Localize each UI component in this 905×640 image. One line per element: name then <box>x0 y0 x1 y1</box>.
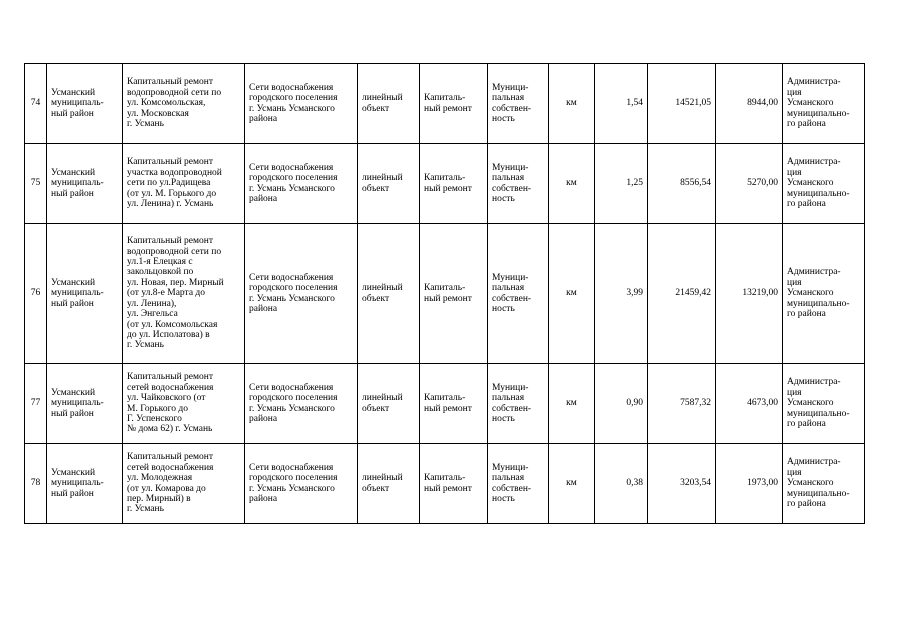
description-cell <box>123 224 245 364</box>
work-line: ный ремонт <box>424 293 472 304</box>
description-line: ул. Ленина), <box>127 298 177 309</box>
district-line: Усманский <box>51 87 96 98</box>
network-line: Сети водоснабжения <box>249 382 334 393</box>
unit-cell <box>549 64 595 144</box>
description-line: ул. Энгельса <box>127 309 178 320</box>
num-text: 75 <box>30 178 41 189</box>
ownership-cell <box>488 444 549 524</box>
length-cell <box>595 364 648 444</box>
responsible-line: ция <box>787 167 802 178</box>
description-cell <box>123 144 245 224</box>
num-text: 74 <box>30 98 41 109</box>
description-line: ул. Московская <box>127 108 189 119</box>
table-row <box>25 224 865 364</box>
partial-cost-cell <box>716 224 783 364</box>
work-type-cell <box>420 144 488 224</box>
district-line: ный район <box>51 108 94 119</box>
work-line: Капиталь- <box>424 393 466 404</box>
projects-table <box>24 63 865 524</box>
responsible-line: го района <box>787 419 826 430</box>
partial-cost-cell <box>716 444 783 524</box>
responsible-line: Администра- <box>787 267 841 278</box>
description-line: (от ул. М. Горького до <box>127 188 217 199</box>
length-cell <box>595 224 648 364</box>
network-line: г. Усмань Усманского <box>249 403 335 414</box>
ownership-line: пальная <box>492 283 525 294</box>
ownership-cell <box>488 224 549 364</box>
type-line: объект <box>362 103 390 114</box>
length-text: 1,54 <box>626 98 643 109</box>
responsible-line: Усманского <box>787 98 834 109</box>
responsible-line: муниципально- <box>787 188 850 199</box>
district-line: ный район <box>51 298 94 309</box>
district-line: ный район <box>51 488 94 499</box>
description-line: ул. Чайковского (от <box>127 393 206 404</box>
table-row <box>25 364 865 444</box>
unit-cell <box>549 224 595 364</box>
table-row <box>25 64 865 144</box>
unit-text: км <box>566 288 577 299</box>
district-line: Усманский <box>51 277 96 288</box>
unit-cell <box>549 444 595 524</box>
description-line: Капитальный ремонт <box>127 236 214 247</box>
row-number <box>25 444 47 524</box>
description-cell <box>123 64 245 144</box>
description-line: Капитальный ремонт <box>127 157 214 168</box>
length-text: 3,99 <box>626 288 643 299</box>
district-line: Усманский <box>51 467 96 478</box>
responsible-line: Усманского <box>787 288 834 299</box>
table-row <box>25 444 865 524</box>
work-line: ный ремонт <box>424 483 472 494</box>
district-line: Усманский <box>51 167 96 178</box>
district-line: муниципаль- <box>51 178 104 189</box>
network-line: Сети водоснабжения <box>249 462 334 473</box>
description-line: сетей водоснабжения <box>127 382 214 393</box>
object-type-cell <box>358 444 420 524</box>
length-text: 1,25 <box>626 178 643 189</box>
cost-part-text: 5270,00 <box>747 178 778 189</box>
table-body <box>25 64 865 524</box>
ownership-line: собствен- <box>492 183 532 194</box>
description-line: Капитальный ремонт <box>127 77 214 88</box>
description-line: (от ул. Комарова до <box>127 483 206 494</box>
description-line: ул. Ленина) г. Усмань <box>127 199 214 210</box>
ownership-line: ность <box>492 303 515 314</box>
description-line: сети по ул.Радищева <box>127 178 211 189</box>
work-line: ный ремонт <box>424 103 472 114</box>
district-cell <box>47 364 123 444</box>
cost-total-text: 7587,32 <box>680 398 711 409</box>
num-text: 78 <box>30 478 41 489</box>
responsible-line: муниципально- <box>787 488 850 499</box>
network-line: района <box>249 193 278 204</box>
network-line: городского поселения <box>249 283 338 294</box>
responsible-line: го района <box>787 499 826 510</box>
row-number <box>25 144 47 224</box>
object-type-cell <box>358 364 420 444</box>
cost-total-text: 8556,54 <box>680 178 711 189</box>
district-line: муниципаль- <box>51 398 104 409</box>
network-cell <box>245 364 358 444</box>
work-type-cell <box>420 224 488 364</box>
responsible-line: Администра- <box>787 457 841 468</box>
cost-total-text: 21459,42 <box>675 288 711 299</box>
description-line: сетей водоснабжения <box>127 462 214 473</box>
responsible-line: муниципально- <box>787 108 850 119</box>
district-cell <box>47 444 123 524</box>
district-cell <box>47 224 123 364</box>
description-line: ул. Комсомольская, <box>127 98 206 109</box>
cost-part-text: 13219,00 <box>742 288 778 299</box>
type-line: линейный <box>362 393 403 404</box>
responsible-line: Администра- <box>787 157 841 168</box>
description-line: участка водопроводной <box>127 167 222 178</box>
ownership-line: ность <box>492 413 515 424</box>
cost-total-text: 3203,54 <box>680 478 711 489</box>
network-line: г. Усмань Усманского <box>249 293 335 304</box>
work-type-cell <box>420 444 488 524</box>
object-type-cell <box>358 64 420 144</box>
description-line: Капитальный ремонт <box>127 372 214 383</box>
description-line: водопроводной сети по <box>127 87 222 98</box>
work-type-cell <box>420 64 488 144</box>
network-line: Сети водоснабжения <box>249 272 334 283</box>
responsible-line: го района <box>787 119 826 130</box>
description-line: водопроводной сети по <box>127 246 222 257</box>
description-line: М. Горького до <box>127 403 188 414</box>
district-cell <box>47 144 123 224</box>
description-cell <box>123 444 245 524</box>
network-line: городского поселения <box>249 473 338 484</box>
description-line: ул. Новая, пер. Мирный <box>127 277 224 288</box>
ownership-line: Муници- <box>492 162 529 173</box>
ownership-line: пальная <box>492 393 525 404</box>
network-line: г. Усмань Усманского <box>249 103 335 114</box>
ownership-line: собствен- <box>492 293 532 304</box>
network-line: городского поселения <box>249 93 338 104</box>
responsible-cell <box>783 64 865 144</box>
network-line: Сети водоснабжения <box>249 162 334 173</box>
type-line: объект <box>362 403 390 414</box>
work-type-cell <box>420 364 488 444</box>
description-cell <box>123 364 245 444</box>
description-line: закольцовкой по <box>127 267 194 278</box>
district-line: муниципаль- <box>51 478 104 489</box>
description-line: ул. Молодежная <box>127 473 193 484</box>
ownership-line: пальная <box>492 473 525 484</box>
network-cell <box>245 444 358 524</box>
unit-cell <box>549 144 595 224</box>
object-type-cell <box>358 224 420 364</box>
description-line: № дома 62) г. Усмань <box>127 424 213 435</box>
work-line: ный ремонт <box>424 183 472 194</box>
description-line: (от ул.8-е Марта до <box>127 288 205 299</box>
num-text: 77 <box>30 398 41 409</box>
ownership-line: собствен- <box>492 403 532 414</box>
network-line: района <box>249 413 278 424</box>
responsible-line: муниципально- <box>787 408 850 419</box>
responsible-line: го района <box>787 199 826 210</box>
cost-total-text: 14521,05 <box>675 98 711 109</box>
cost-part-text: 8944,00 <box>747 98 778 109</box>
district-cell <box>47 64 123 144</box>
responsible-line: ция <box>787 87 802 98</box>
ownership-line: ность <box>492 113 515 124</box>
ownership-line: пальная <box>492 173 525 184</box>
ownership-line: ность <box>492 193 515 204</box>
ownership-cell <box>488 64 549 144</box>
unit-text: км <box>566 178 577 189</box>
object-type-cell <box>358 144 420 224</box>
description-line: г. Усмань <box>127 119 164 130</box>
network-line: городского поселения <box>249 173 338 184</box>
row-number <box>25 64 47 144</box>
responsible-line: Усманского <box>787 478 834 489</box>
ownership-line: собствен- <box>492 483 532 494</box>
type-line: объект <box>362 183 390 194</box>
cost-part-text: 4673,00 <box>747 398 778 409</box>
network-line: района <box>249 493 278 504</box>
responsible-cell <box>783 444 865 524</box>
length-cell <box>595 444 648 524</box>
type-line: линейный <box>362 93 403 104</box>
description-line: Г. Успенского <box>127 413 182 424</box>
network-cell <box>245 64 358 144</box>
district-line: ный район <box>51 188 94 199</box>
unit-text: км <box>566 98 577 109</box>
type-line: линейный <box>362 283 403 294</box>
total-cost-cell <box>648 224 716 364</box>
district-line: ный район <box>51 408 94 419</box>
work-line: Капиталь- <box>424 473 466 484</box>
responsible-line: ция <box>787 387 802 398</box>
work-line: Капиталь- <box>424 93 466 104</box>
network-line: Сети водоснабжения <box>249 82 334 93</box>
ownership-cell <box>488 144 549 224</box>
district-line: Усманский <box>51 387 96 398</box>
network-cell <box>245 144 358 224</box>
responsible-line: Администра- <box>787 77 841 88</box>
description-line: г. Усмань <box>127 340 164 351</box>
table-row <box>25 144 865 224</box>
responsible-cell <box>783 364 865 444</box>
responsible-cell <box>783 144 865 224</box>
ownership-line: ность <box>492 493 515 504</box>
length-text: 0,90 <box>626 398 643 409</box>
type-line: линейный <box>362 173 403 184</box>
description-line: ул.1-я Елецкая с <box>127 257 193 268</box>
description-line: г. Усмань <box>127 504 164 515</box>
responsible-line: Усманского <box>787 398 834 409</box>
type-line: объект <box>362 293 390 304</box>
ownership-line: Муници- <box>492 382 529 393</box>
network-line: г. Усмань Усманского <box>249 183 335 194</box>
total-cost-cell <box>648 364 716 444</box>
responsible-line: ция <box>787 277 802 288</box>
description-line: Капитальный ремонт <box>127 452 214 463</box>
district-line: муниципаль- <box>51 288 104 299</box>
network-line: района <box>249 303 278 314</box>
description-line: пер. Мирный) в <box>127 493 191 504</box>
responsible-line: Усманского <box>787 178 834 189</box>
ownership-cell <box>488 364 549 444</box>
total-cost-cell <box>648 144 716 224</box>
responsible-line: Администра- <box>787 377 841 388</box>
unit-cell <box>549 364 595 444</box>
length-text: 0,38 <box>626 478 643 489</box>
work-line: ный ремонт <box>424 403 472 414</box>
network-line: городского поселения <box>249 393 338 404</box>
row-number <box>25 224 47 364</box>
work-line: Капиталь- <box>424 283 466 294</box>
cost-part-text: 1973,00 <box>747 478 778 489</box>
partial-cost-cell <box>716 144 783 224</box>
unit-text: км <box>566 398 577 409</box>
ownership-line: Муници- <box>492 82 529 93</box>
unit-text: км <box>566 478 577 489</box>
ownership-line: пальная <box>492 93 525 104</box>
work-line: Капиталь- <box>424 173 466 184</box>
num-text: 76 <box>30 288 41 299</box>
ownership-line: собствен- <box>492 103 532 114</box>
total-cost-cell <box>648 444 716 524</box>
responsible-line: го района <box>787 309 826 320</box>
network-line: района <box>249 113 278 124</box>
length-cell <box>595 64 648 144</box>
responsible-line: муниципально- <box>787 298 850 309</box>
network-line: г. Усмань Усманского <box>249 483 335 494</box>
partial-cost-cell <box>716 364 783 444</box>
type-line: линейный <box>362 473 403 484</box>
type-line: объект <box>362 483 390 494</box>
responsible-cell <box>783 224 865 364</box>
ownership-line: Муници- <box>492 462 529 473</box>
district-line: муниципаль- <box>51 98 104 109</box>
partial-cost-cell <box>716 64 783 144</box>
length-cell <box>595 144 648 224</box>
total-cost-cell <box>648 64 716 144</box>
ownership-line: Муници- <box>492 272 529 283</box>
row-number <box>25 364 47 444</box>
description-line: до ул. Исполатова) в <box>127 329 210 340</box>
network-cell <box>245 224 358 364</box>
description-line: (от ул. Комсомольская <box>127 319 218 330</box>
responsible-line: ция <box>787 467 802 478</box>
